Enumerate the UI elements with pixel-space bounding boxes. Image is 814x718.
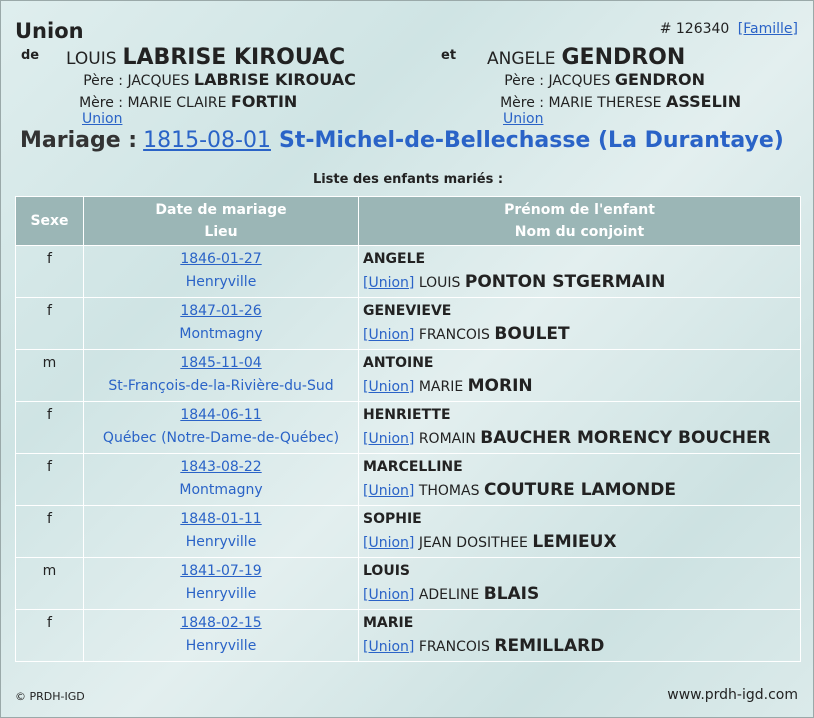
husband-father	[66, 70, 356, 89]
child-marriage-place: Montmagny	[179, 482, 263, 498]
child-marriage-date-link[interactable]: 1848-01-11	[180, 511, 262, 527]
child-sex: m	[16, 350, 84, 402]
child-marriage-date-link[interactable]: 1848-02-15	[180, 615, 262, 631]
copyright: © PRDH-IGD	[15, 690, 85, 703]
child-sex: f	[16, 610, 84, 662]
child-marriage-cell	[84, 298, 359, 350]
child-cell	[359, 402, 801, 454]
spouse-first-name: LOUIS	[418, 275, 461, 291]
famille-link[interactable]: [Famille]	[737, 21, 798, 37]
child-marriage-place: Henryville	[185, 638, 257, 654]
wife-parents-union-link[interactable]: Union	[503, 111, 544, 127]
page-title: Union	[15, 19, 84, 43]
husband-label: de	[21, 48, 40, 63]
child-marriage-place: Henryville	[185, 274, 257, 290]
child-cell	[359, 506, 801, 558]
child-first-name: SOPHIE	[363, 511, 422, 527]
child-union-link[interactable]: [Union]	[363, 327, 415, 343]
husband-mother	[66, 92, 297, 111]
header-sexe: Sexe	[16, 197, 84, 246]
children-table-body	[16, 246, 801, 662]
child-union-link[interactable]: [Union]	[363, 483, 415, 499]
record-prefix: #	[659, 21, 672, 37]
husband-name	[66, 45, 345, 70]
wife-label: et	[441, 48, 457, 63]
wife-mother	[487, 92, 741, 111]
child-sex: f	[16, 402, 84, 454]
marriage-date-link[interactable]: 1815-08-01	[143, 128, 271, 153]
wife-father-first: JACQUES	[548, 73, 611, 89]
mother-label: Mère :	[79, 95, 123, 111]
spouse-surname: PONTON STGERMAIN	[464, 272, 666, 292]
table-row	[16, 506, 801, 558]
header-prenom-conjoint	[359, 197, 801, 246]
child-marriage-cell	[84, 402, 359, 454]
spouse-first-name: ADELINE	[418, 587, 480, 603]
spouse-first-name: ROMAIN	[418, 431, 476, 447]
child-marriage-date-link[interactable]: 1844-06-11	[180, 407, 262, 423]
husband-parents-union-link[interactable]: Union	[82, 111, 123, 127]
table-row	[16, 350, 801, 402]
child-sex: f	[16, 506, 84, 558]
header-conjoint: Nom du conjoint	[514, 224, 645, 240]
child-first-name: ANTOINE	[363, 355, 434, 371]
table-row	[16, 558, 801, 610]
child-marriage-date-link[interactable]: 1843-08-22	[180, 459, 262, 475]
spouse-surname: LEMIEUX	[532, 532, 617, 552]
spouse-first-name: FRANCOIS	[418, 327, 490, 343]
husband-mother-first: MARIE CLAIRE	[127, 95, 227, 111]
child-marriage-place: Henryville	[185, 534, 257, 550]
husband-father-surname: LABRISE KIROUAC	[193, 70, 356, 89]
marriage-place: St-Michel-de-Bellechasse (La Durantaye)	[278, 128, 784, 153]
spouse-first-name: JEAN DOSITHEE	[418, 535, 528, 551]
child-sex: f	[16, 298, 84, 350]
wife-first-name: ANGELE	[487, 49, 556, 69]
spouse-first-name: THOMAS	[418, 483, 480, 499]
husband-mother-surname: FORTIN	[230, 92, 298, 111]
child-marriage-place: Henryville	[185, 586, 257, 602]
table-row	[16, 454, 801, 506]
child-marriage-cell	[84, 246, 359, 298]
spouse-first-name: MARIE	[418, 379, 464, 395]
child-union-link[interactable]: [Union]	[363, 275, 415, 291]
husband-first-name: LOUIS	[66, 49, 117, 69]
wife-surname: GENDRON	[561, 45, 686, 70]
table-row	[16, 610, 801, 662]
spouse-surname: BOULET	[494, 324, 570, 344]
children-table-header	[16, 197, 801, 246]
child-cell	[359, 298, 801, 350]
child-cell	[359, 558, 801, 610]
wife-father	[487, 70, 705, 89]
site-url: www.prdh-igd.com	[667, 687, 798, 703]
child-cell	[359, 454, 801, 506]
table-row	[16, 246, 801, 298]
child-union-link[interactable]: [Union]	[363, 431, 415, 447]
marriage-line	[20, 128, 784, 153]
child-marriage-cell	[84, 610, 359, 662]
father-label: Père :	[504, 73, 544, 89]
record-number	[660, 21, 798, 37]
mother-label: Mère :	[500, 95, 544, 111]
spouse-surname: BAUCHER MORENCY BOUCHER	[480, 428, 771, 448]
child-marriage-cell	[84, 558, 359, 610]
spouse-surname: BLAIS	[483, 584, 540, 604]
child-union-link[interactable]: [Union]	[363, 379, 415, 395]
record-number-value: 126340	[675, 21, 730, 37]
child-marriage-place: Montmagny	[179, 326, 263, 342]
wife-mother-first: MARIE THERESE	[548, 95, 662, 111]
table-row	[16, 402, 801, 454]
child-marriage-date-link[interactable]: 1846-01-27	[180, 251, 262, 267]
child-cell	[359, 610, 801, 662]
child-first-name: LOUIS	[363, 563, 410, 579]
child-union-link[interactable]: [Union]	[363, 587, 415, 603]
child-marriage-cell	[84, 350, 359, 402]
spouse-surname: MORIN	[467, 376, 533, 396]
header-prenom: Prénom de l'enfant	[504, 202, 655, 218]
child-marriage-date-link[interactable]: 1845-11-04	[180, 355, 262, 371]
child-marriage-date-link[interactable]: 1847-01-26	[180, 303, 262, 319]
header-lieu: Lieu	[204, 224, 238, 240]
child-marriage-cell	[84, 506, 359, 558]
child-marriage-place: Québec (Notre-Dame-de-Québec)	[102, 430, 340, 446]
marriage-label: Mariage :	[20, 128, 138, 153]
spouse-surname: REMILLARD	[494, 636, 605, 656]
child-sex: f	[16, 246, 84, 298]
child-cell	[359, 350, 801, 402]
wife-name	[487, 45, 685, 70]
header-date: Date de mariage	[155, 202, 287, 218]
husband-father-first: JACQUES	[127, 73, 190, 89]
table-row	[16, 298, 801, 350]
child-sex: m	[16, 558, 84, 610]
child-first-name: HENRIETTE	[363, 407, 451, 423]
wife-father-surname: GENDRON	[614, 70, 705, 89]
wife-mother-surname: ASSELIN	[665, 92, 742, 111]
spouse-surname: COUTURE LAMONDE	[483, 480, 677, 500]
father-label: Père :	[83, 73, 123, 89]
child-first-name: MARIE	[363, 615, 414, 631]
child-sex: f	[16, 454, 84, 506]
child-marriage-date-link[interactable]: 1841-07-19	[180, 563, 262, 579]
children-table	[15, 196, 801, 662]
child-first-name: MARCELLINE	[363, 459, 463, 475]
children-list-title: Liste des enfants mariés :	[312, 172, 504, 187]
child-first-name: GENEVIEVE	[363, 303, 452, 319]
child-marriage-cell	[84, 454, 359, 506]
child-union-link[interactable]: [Union]	[363, 639, 415, 655]
child-union-link[interactable]: [Union]	[363, 535, 415, 551]
header-date-lieu	[84, 197, 359, 246]
husband-surname: LABRISE KIROUAC	[122, 45, 346, 70]
child-first-name: ANGELE	[363, 251, 426, 267]
spouse-first-name: FRANCOIS	[418, 639, 490, 655]
child-cell	[359, 246, 801, 298]
child-marriage-place: St-François-de-la-Rivière-du-Sud	[108, 378, 334, 394]
